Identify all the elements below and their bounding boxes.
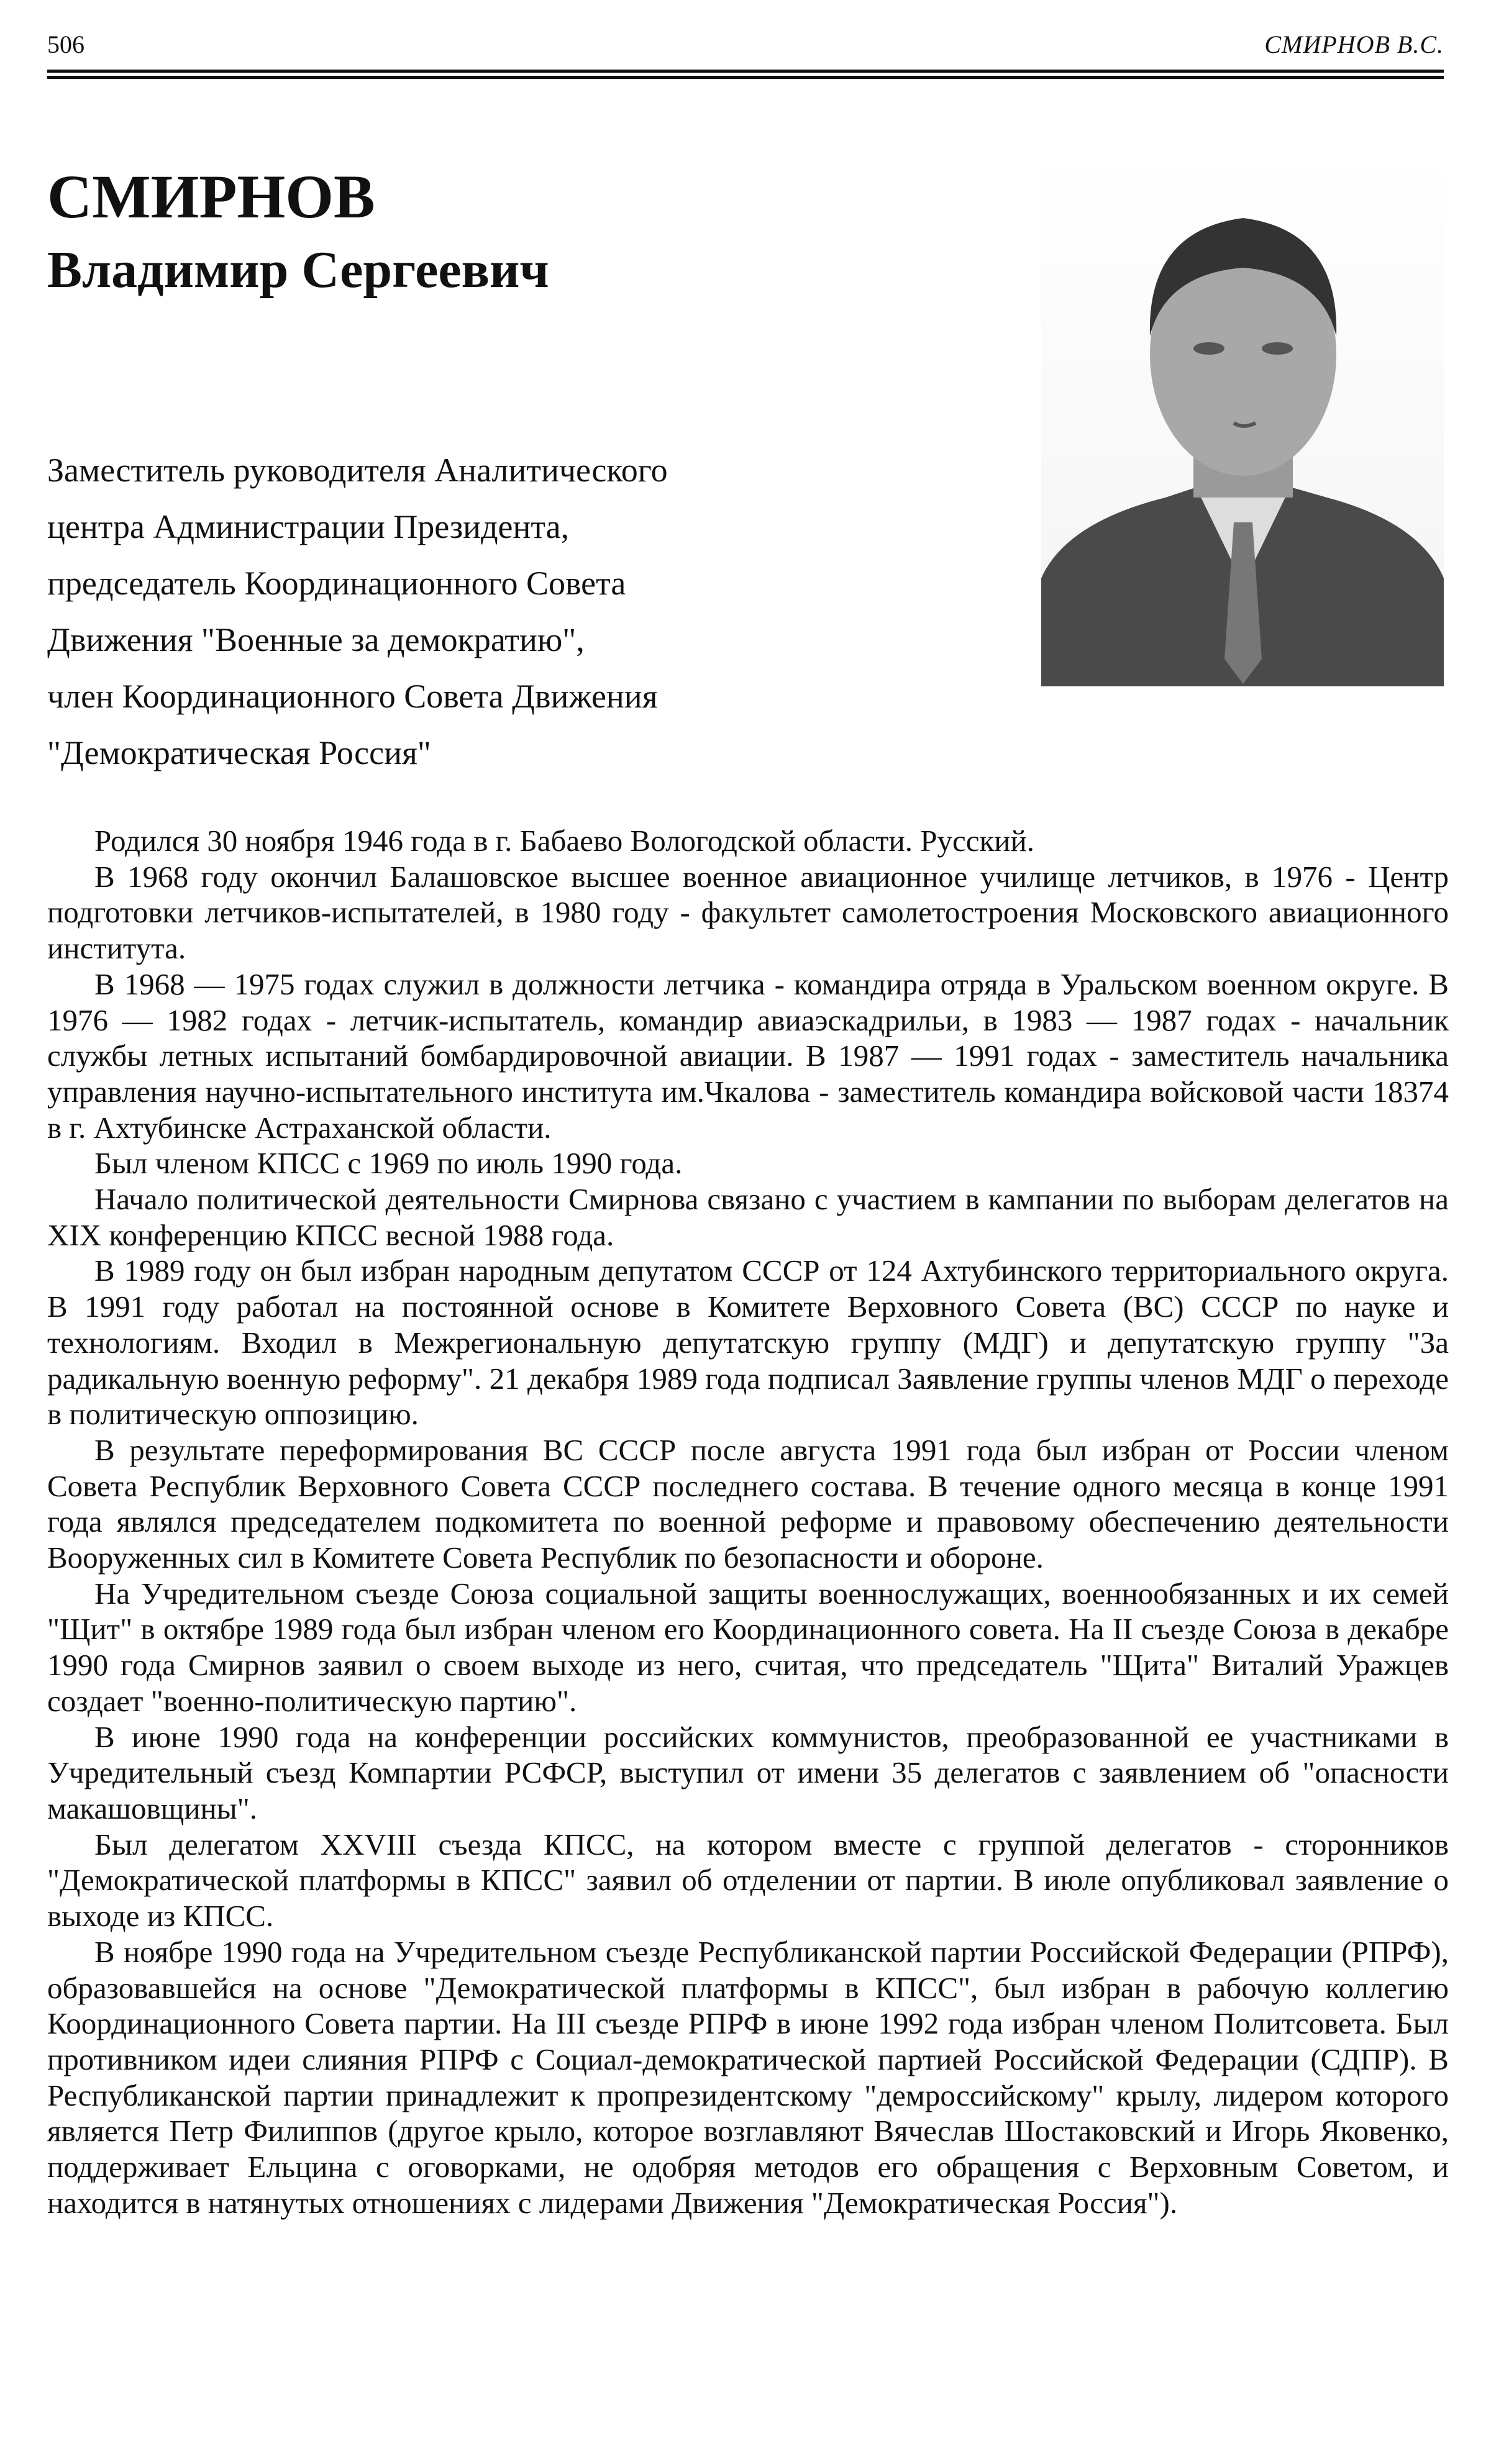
role-line: Движения "Военные за демократию", [47, 621, 585, 658]
portrait-photo [1041, 150, 1444, 686]
biography-text [47, 823, 1449, 2221]
paragraph: В 1968 году окончил Балашовское высшее военное авиационное училище летчиков, в 1976 - Центр подготовки летчиков-испытателей, в 1980 году - факультет самолетостроения Московского авиационного института. [47, 859, 1449, 966]
role-line: председатель Координационного Совета [47, 565, 626, 602]
role-description [47, 442, 668, 781]
paragraph: Был делегатом XXVIII съезда КПСС, на котором вместе с группой делегатов - сторонников "Демократической платформы в КПСС" заявил об отделении от партии. В июле опубликовал заявление о выходе из КПСС. [47, 1827, 1449, 1934]
paragraph: На Учредительном съезде Союза социальной защиты военнослужащих, военнообязанных и их семей "Щит" в октябре 1989 года был избран членом его Координационного совета. На II съезде Союза в декабре 1990 года Смирнов заявил о своем выходе из него, считая, что председатель "Щита" Виталий Уражцев создает "военно-политическую партию". [47, 1576, 1449, 1718]
running-title: СМИРНОВ В.С. [1264, 30, 1444, 58]
given-names-heading: Владимир Сергеевич [47, 241, 549, 299]
paragraph: В 1989 году он был избран народным депутатом СССР от 124 Ахтубинского территориального округа. В 1991 году работал на постоянной основе в Комитете Верховного Совета (ВС) СССР по науке и технологиям. Входил в Межрегиональную депутатскую группу (МДГ) и депутатскую группу "За радикальную военную реформу". 21 декабря 1989 года подписал Заявление группы членов МДГ о переходе в политическую оппозицию. [47, 1253, 1449, 1432]
paragraph: Был членом КПСС с 1969 по июль 1990 года. [94, 1146, 683, 1181]
header-rule [47, 76, 1444, 79]
paragraph: Начало политической деятельности Смирнова связано с участием в кампании по выборам делегатов на XIX конференцию КПСС весной 1988 года. [47, 1182, 1449, 1252]
page-number: 506 [47, 30, 84, 58]
role-line: центра Администрации Президента, [47, 508, 570, 545]
surname-heading: СМИРНОВ [47, 162, 375, 231]
paragraph: В июне 1990 года на конференции российских коммунистов, преобразованной ее участниками в Учредительный съезд Компартии РСФСР, выступил от имени 35 делегатов с заявлением об "опасности макашовщины". [47, 1719, 1449, 1825]
role-line: Заместитель руководителя Аналитического [47, 452, 668, 489]
paragraph: В результате переформирования ВС СССР после августа 1991 года был избран от России членом Совета Республик Верховного Совета СССР последнего состава. В течение одного месяца в конце 1991 года являлся председателем подкомитета по военной реформе и правовому обеспечению деятельности Вооруженных сил в Комитете Совета Республик по безопасности и обороне. [47, 1432, 1449, 1575]
role-line: "Демократическая Россия" [47, 734, 431, 771]
role-line: член Координационного Совета Движения [47, 678, 658, 715]
paragraph: Родился 30 ноября 1946 года в г. Бабаево Вологодской области. Русский. [94, 824, 1034, 858]
header-rule [47, 70, 1444, 73]
running-header [47, 30, 1444, 61]
paragraph: В 1968 — 1975 годах служил в должности летчика - командира отряда в Уральском военном округе. В 1976 — 1982 годах - летчик-испытатель, командир авиаэскадрильи, в 1983 — 1987 годах - начальник службы летных испытаний бомбардировочной авиации. В 1987 — 1991 годах - заместитель начальника управления научно-испытательного института им.Чкалова - заместитель командира войсковой части 18374 в г. Ахтубинске Астраханской области. [47, 966, 1449, 1145]
paragraph: В ноябре 1990 года на Учредительном съезде Республиканской партии Российской Федерации (РПРФ), образовавшейся на основе "Демократической платформы в КПСС", был избран в рабочую коллегию Координационного Совета партии. На III съезде РПРФ в июне 1992 года избран членом Политсовета. Был противником идеи слияния РПРФ с Социал-демократической партией Российской Федерации (СДПР). В Республиканской партии принадлежит к пропрезидентскому "демроссийскому" крылу, лидером которого является Петр Филиппов (другое крыло, которое возглавляют Вячеслав Шостаковский и Игорь Яковенко, поддерживает Ельцина с оговорками, не одобряя методов его обращения с Верховным Советом, и находится в натянутых отношениях с лидерами Движения "Демократическая Россия"). [47, 1934, 1449, 2220]
